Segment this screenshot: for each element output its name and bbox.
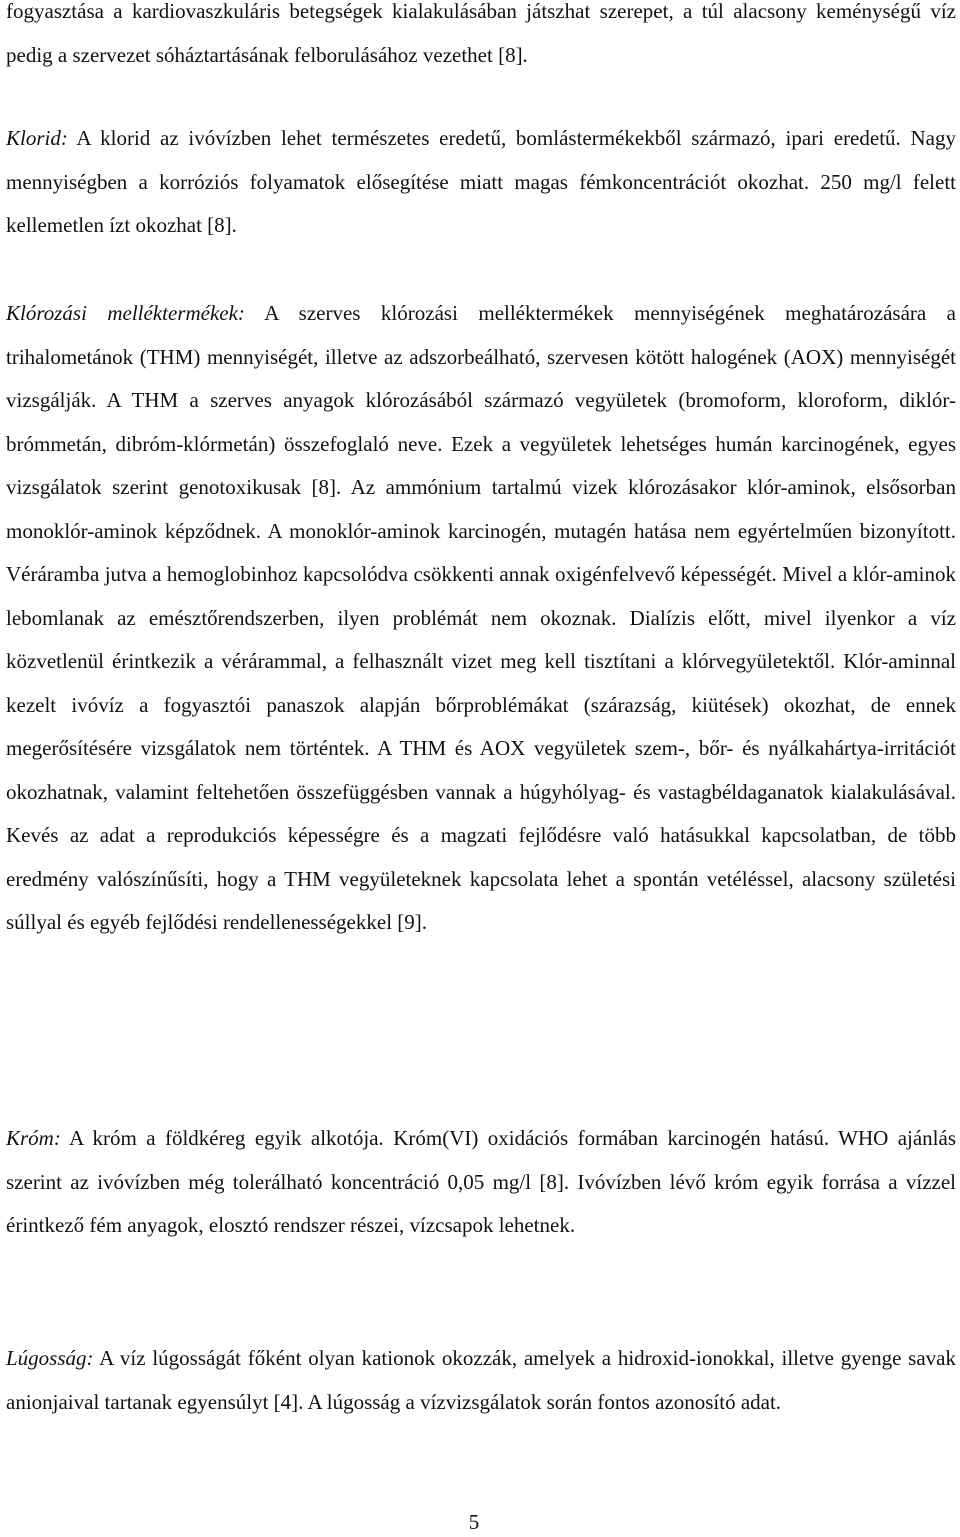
paragraph-term: Klorid:	[6, 126, 68, 150]
paragraph-text: A víz lúgosságát főként olyan kationok okozzák, amelyek a hidroxid-ionokkal, illetve gyenge savak anionjaival tartanak egyensúlyt [4]. A lúgosság a vízvizsgálatok során fontos azonosító adat.	[6, 1346, 956, 1414]
paragraph-term: Króm:	[6, 1126, 61, 1150]
paragraph-hardness-continuation	[6, 0, 956, 77]
document-page	[6, 0, 956, 1537]
paragraph-term: Lúgosság:	[6, 1346, 94, 1370]
paragraph-alkalinity	[6, 1337, 956, 1424]
paragraph-chlorination-byproducts	[6, 292, 956, 945]
paragraph-text: A króm a földkéreg egyik alkotója. Króm(VI) oxidációs formában karcinogén hatású. WHO ajánlás szerint az ivóvízben még tolerálható koncentráció 0,05 mg/l [8]. Ivóvízben lévő króm egyik forrása a vízzel érintkező fém anyagok, elosztó rendszer részei, vízcsapok lehetnek.	[6, 1126, 956, 1237]
paragraph-term: Klórozási melléktermékek:	[6, 301, 245, 325]
paragraph-text: A klorid az ivóvízben lehet természetes eredetű, bomlástermékekből származó, ipari eredetű. Nagy mennyiségben a korróziós folyamatok elősegítése miatt magas fémkoncentrációt okozhat. 250 mg/l felett kellemetlen ízt okozhat [8].	[6, 126, 956, 237]
paragraph-chloride	[6, 117, 956, 248]
paragraph-chromium	[6, 1117, 956, 1248]
paragraph-text: A szerves klórozási melléktermékek mennyiségének meghatározására a trihalometánok (THM) mennyiségét, illetve az adszorbeálható, szervesen kötött halogének (AOX) mennyiségét vizsgálják. A THM a szerves anyagok klórozásából származó vegyületek (bromoform, kloroform, diklór-brómmetán, dibróm-klórmetán) összefoglaló neve. Ezek a vegyületek lehetséges humán karcinogének, egyes vizsgálatok szerint genotoxikusak [8]. Az ammónium tartalmú vizek klórozásakor klór-aminok, elsősorban monoklór-aminok képződnek. A monoklór-aminok karcinogén, mutagén hatása nem egyértelműen bizonyított. Véráramba jutva a hemoglobinhoz kapcsolódva csökkenti annak oxigénfelvevő képességét. Mivel a klór-aminok lebomlanak az emésztőrendszerben, ilyen problémát nem okoznak. Dialízis előtt, mivel ilyenkor a víz közvetlenül érintkezik a vérárammal, a felhasznált vizet meg kell tisztítani a klórvegyületektől. Klór-aminnal kezelt ivóvíz a fogyasztói panaszok alapján bőrproblémákat (szárazság, kiütések) okozhat, de ennek megerősítésére vizsgálatok nem történtek. A THM és AOX vegyületek szem-, bőr- és nyálkahártya-irritációt okozhatnak, valamint feltehetően összefüggésben vannak a húgyhólyag- és vastagbéldaganatok kialakulásával. Kevés az adat a reprodukciós képességre és a magzati fejlődésre való hatásukkal kapcsolatban, de több eredmény valószínűsíti, hogy a THM vegyületeknek kapcsolata lehet a spontán vetéléssel, alacsony születési súllyal és egyéb fejlődési rendellenességekkel [9].	[6, 301, 956, 934]
paragraph-text: fogyasztása a kardiovaszkuláris betegségek kialakulásában játszhat szerepet, a túl alacsony keménységű víz pedig a szervezet sóháztartásának felborulásához vezethet [8].	[6, 0, 956, 67]
page-number: 5	[468, 1510, 480, 1534]
